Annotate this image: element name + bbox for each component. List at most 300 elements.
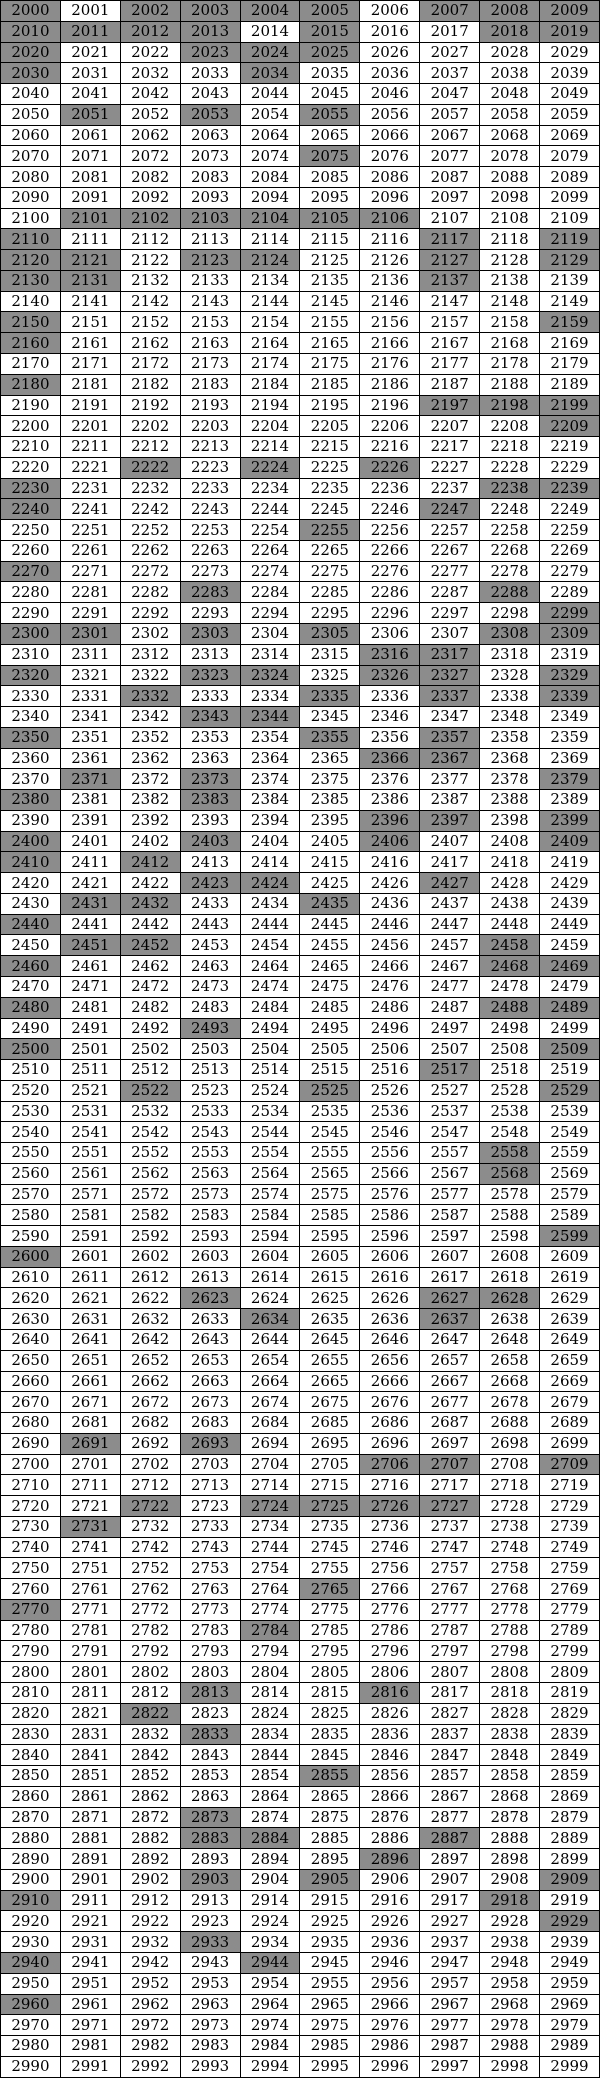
number-cell: 2656 xyxy=(360,1350,420,1371)
number-cell: 2508 xyxy=(480,1039,540,1060)
number-cell: 2291 xyxy=(60,603,120,624)
number-cell: 2549 xyxy=(540,1122,600,1143)
number-cell: 2543 xyxy=(180,1122,240,1143)
number-cell: 2712 xyxy=(120,1475,180,1496)
number-cell: 2587 xyxy=(420,1205,480,1226)
number-cell: 2269 xyxy=(540,540,600,561)
number-cell: 2669 xyxy=(540,1371,600,1392)
grid-row xyxy=(1,333,600,354)
number-cell: 2537 xyxy=(420,1101,480,1122)
grid-row xyxy=(1,1516,600,1537)
highlighted-number-cell: 2452 xyxy=(120,935,180,956)
highlighted-number-cell: 2558 xyxy=(480,1143,540,1164)
number-cell: 2203 xyxy=(180,416,240,437)
number-cell: 2817 xyxy=(420,1683,480,1704)
number-cell: 2620 xyxy=(1,1288,61,1309)
highlighted-number-cell: 2102 xyxy=(120,208,180,229)
highlighted-number-cell: 2634 xyxy=(240,1309,300,1330)
number-cell: 2807 xyxy=(420,1662,480,1683)
highlighted-number-cell: 2123 xyxy=(180,250,240,271)
grid-row xyxy=(1,1433,600,1454)
number-cell: 2679 xyxy=(540,1392,600,1413)
number-cell: 2573 xyxy=(180,1184,240,1205)
number-cell: 2678 xyxy=(480,1392,540,1413)
number-cell: 2593 xyxy=(180,1226,240,1247)
highlighted-number-cell: 2458 xyxy=(480,935,540,956)
number-cell: 2047 xyxy=(420,84,480,105)
number-cell: 2394 xyxy=(240,810,300,831)
highlighted-number-cell: 2628 xyxy=(480,1288,540,1309)
number-cell: 2499 xyxy=(540,1018,600,1039)
number-cell: 2980 xyxy=(1,2036,61,2057)
highlighted-number-cell: 2469 xyxy=(540,956,600,977)
number-cell: 2624 xyxy=(240,1288,300,1309)
number-cell: 2914 xyxy=(240,1890,300,1911)
number-cell: 2390 xyxy=(1,810,61,831)
number-cell: 2245 xyxy=(300,499,360,520)
number-cell: 2471 xyxy=(60,976,120,997)
highlighted-number-cell: 2103 xyxy=(180,208,240,229)
grid-row xyxy=(1,1496,600,1517)
number-cell: 2972 xyxy=(120,2015,180,2036)
grid-row xyxy=(1,42,600,63)
grid-row xyxy=(1,104,600,125)
number-cell: 2421 xyxy=(60,873,120,894)
number-cell: 2118 xyxy=(480,229,540,250)
number-cell: 2976 xyxy=(360,2015,420,2036)
number-cell: 2642 xyxy=(120,1330,180,1351)
number-cell: 2070 xyxy=(1,146,61,167)
grid-row xyxy=(1,1246,600,1267)
number-cell: 2659 xyxy=(540,1350,600,1371)
number-cell: 2505 xyxy=(300,1039,360,1060)
number-cell: 2902 xyxy=(120,1869,180,1890)
number-cell: 2841 xyxy=(60,1745,120,1766)
number-cell: 2153 xyxy=(180,312,240,333)
number-cell: 2356 xyxy=(360,727,420,748)
number-cell: 2220 xyxy=(1,457,61,478)
number-cell: 2141 xyxy=(60,291,120,312)
number-cell: 2721 xyxy=(60,1496,120,1517)
number-cell: 2615 xyxy=(300,1267,360,1288)
number-cell: 2674 xyxy=(240,1392,300,1413)
number-cell: 2453 xyxy=(180,935,240,956)
number-cell: 2878 xyxy=(480,1807,540,1828)
number-cell: 2143 xyxy=(180,291,240,312)
number-cell: 2318 xyxy=(480,644,540,665)
number-cell: 2851 xyxy=(60,1766,120,1787)
number-cell: 2472 xyxy=(120,976,180,997)
number-cell: 2085 xyxy=(300,167,360,188)
number-cell: 2177 xyxy=(420,354,480,375)
highlighted-number-cell: 2371 xyxy=(60,769,120,790)
highlighted-number-cell: 2944 xyxy=(240,1952,300,1973)
highlighted-number-cell: 2159 xyxy=(540,312,600,333)
number-cell: 2147 xyxy=(420,291,480,312)
highlighted-number-cell: 2770 xyxy=(1,1599,61,1620)
number-cell: 2212 xyxy=(120,437,180,458)
highlighted-number-cell: 2460 xyxy=(1,956,61,977)
number-cell: 2284 xyxy=(240,582,300,603)
number-cell: 2342 xyxy=(120,707,180,728)
highlighted-number-cell: 2053 xyxy=(180,104,240,125)
number-cell: 2636 xyxy=(360,1309,420,1330)
number-cell: 2651 xyxy=(60,1350,120,1371)
number-cell: 2228 xyxy=(480,457,540,478)
number-cell: 2926 xyxy=(360,1911,420,1932)
number-cell: 2829 xyxy=(540,1703,600,1724)
number-cell: 2736 xyxy=(360,1516,420,1537)
grid-row xyxy=(1,1350,600,1371)
number-cell: 2798 xyxy=(480,1641,540,1662)
highlighted-number-cell: 2960 xyxy=(1,1994,61,2015)
highlighted-number-cell: 2855 xyxy=(300,1766,360,1787)
number-cell: 2189 xyxy=(540,374,600,395)
grid-row xyxy=(1,603,600,624)
number-cell: 2921 xyxy=(60,1911,120,1932)
grid-row xyxy=(1,1060,600,1081)
number-cell: 2882 xyxy=(120,1828,180,1849)
number-cell: 2700 xyxy=(1,1454,61,1475)
number-cell: 2211 xyxy=(60,437,120,458)
highlighted-number-cell: 2343 xyxy=(180,707,240,728)
highlighted-number-cell: 2034 xyxy=(240,63,300,84)
number-cell: 2792 xyxy=(120,1641,180,1662)
number-cell: 2087 xyxy=(420,167,480,188)
number-cell: 2436 xyxy=(360,893,420,914)
highlighted-number-cell: 2124 xyxy=(240,250,300,271)
grid-row xyxy=(1,1226,600,1247)
number-grid-body xyxy=(1,1,600,2078)
number-cell: 2760 xyxy=(1,1579,61,1600)
number-cell: 2844 xyxy=(240,1745,300,1766)
grid-row xyxy=(1,1122,600,1143)
number-cell: 2981 xyxy=(60,2036,120,2057)
highlighted-number-cell: 2101 xyxy=(60,208,120,229)
number-cell: 2603 xyxy=(180,1246,240,1267)
grid-row xyxy=(1,852,600,873)
highlighted-number-cell: 2300 xyxy=(1,623,61,644)
number-cell: 2486 xyxy=(360,997,420,1018)
number-cell: 2089 xyxy=(540,167,600,188)
number-cell: 2780 xyxy=(1,1620,61,1641)
number-cell: 2602 xyxy=(120,1246,180,1267)
number-cell: 2698 xyxy=(480,1433,540,1454)
number-cell: 2378 xyxy=(480,769,540,790)
number-cell: 2730 xyxy=(1,1516,61,1537)
highlighted-number-cell: 2003 xyxy=(180,1,240,22)
number-cell: 2939 xyxy=(540,1932,600,1953)
number-cell: 2687 xyxy=(420,1413,480,1434)
number-cell: 2289 xyxy=(540,582,600,603)
highlighted-number-cell: 2929 xyxy=(540,1911,600,1932)
number-cell: 2179 xyxy=(540,354,600,375)
number-cell: 2870 xyxy=(1,1807,61,1828)
number-cell: 2546 xyxy=(360,1122,420,1143)
highlighted-number-cell: 2693 xyxy=(180,1433,240,1454)
number-cell: 2359 xyxy=(540,727,600,748)
grid-row xyxy=(1,125,600,146)
number-cell: 2608 xyxy=(480,1246,540,1267)
number-cell: 2697 xyxy=(420,1433,480,1454)
number-cell: 2310 xyxy=(1,644,61,665)
number-cell: 2033 xyxy=(180,63,240,84)
number-cell: 2828 xyxy=(480,1703,540,1724)
number-cell: 2438 xyxy=(480,893,540,914)
grid-row xyxy=(1,1330,600,1351)
grid-row xyxy=(1,1766,600,1787)
highlighted-number-cell: 2317 xyxy=(420,644,480,665)
number-cell: 2158 xyxy=(480,312,540,333)
highlighted-number-cell: 2255 xyxy=(300,520,360,541)
number-cell: 2264 xyxy=(240,540,300,561)
grid-row xyxy=(1,1475,600,1496)
number-cell: 2144 xyxy=(240,291,300,312)
number-cell: 2083 xyxy=(180,167,240,188)
number-cell: 2920 xyxy=(1,1911,61,1932)
highlighted-number-cell: 2480 xyxy=(1,997,61,1018)
number-cell: 2571 xyxy=(60,1184,120,1205)
number-cell: 2250 xyxy=(1,520,61,541)
highlighted-number-cell: 2637 xyxy=(420,1309,480,1330)
grid-row xyxy=(1,1641,600,1662)
number-cell: 2182 xyxy=(120,374,180,395)
number-cell: 2875 xyxy=(300,1807,360,1828)
number-cell: 2095 xyxy=(300,187,360,208)
number-cell: 2484 xyxy=(240,997,300,1018)
number-cell: 2965 xyxy=(300,1994,360,2015)
number-cell: 2612 xyxy=(120,1267,180,1288)
number-cell: 2866 xyxy=(360,1786,420,1807)
number-cell: 2420 xyxy=(1,873,61,894)
number-cell: 2176 xyxy=(360,354,420,375)
grid-row xyxy=(1,1807,600,1828)
number-cell: 2755 xyxy=(300,1558,360,1579)
grid-row xyxy=(1,1101,600,1122)
number-cell: 2890 xyxy=(1,1849,61,1870)
number-cell: 2516 xyxy=(360,1060,420,1081)
number-cell: 2401 xyxy=(60,831,120,852)
number-cell: 2824 xyxy=(240,1703,300,1724)
number-cell: 2306 xyxy=(360,623,420,644)
highlighted-number-cell: 2722 xyxy=(120,1496,180,1517)
number-cell: 2195 xyxy=(300,395,360,416)
number-cell: 2274 xyxy=(240,561,300,582)
number-cell: 2419 xyxy=(540,852,600,873)
number-cell: 2479 xyxy=(540,976,600,997)
number-cell: 2621 xyxy=(60,1288,120,1309)
number-cell: 2895 xyxy=(300,1849,360,1870)
number-cell: 2242 xyxy=(120,499,180,520)
highlighted-number-cell: 2427 xyxy=(420,873,480,894)
highlighted-number-cell: 2909 xyxy=(540,1869,600,1890)
grid-row xyxy=(1,1309,600,1330)
number-cell: 2649 xyxy=(540,1330,600,1351)
number-cell: 2753 xyxy=(180,1558,240,1579)
highlighted-number-cell: 2150 xyxy=(1,312,61,333)
number-cell: 2072 xyxy=(120,146,180,167)
highlighted-number-cell: 2887 xyxy=(420,1828,480,1849)
number-cell: 2796 xyxy=(360,1641,420,1662)
highlighted-number-cell: 2008 xyxy=(480,1,540,22)
number-cell: 2113 xyxy=(180,229,240,250)
number-cell: 2955 xyxy=(300,1973,360,1994)
number-cell: 2831 xyxy=(60,1724,120,1745)
highlighted-number-cell: 2726 xyxy=(360,1496,420,1517)
highlighted-number-cell: 2129 xyxy=(540,250,600,271)
number-cell: 2728 xyxy=(480,1496,540,1517)
highlighted-number-cell: 2238 xyxy=(480,478,540,499)
highlighted-number-cell: 2030 xyxy=(1,63,61,84)
number-cell: 2442 xyxy=(120,914,180,935)
number-cell: 2132 xyxy=(120,270,180,291)
number-cell: 2459 xyxy=(540,935,600,956)
grid-row xyxy=(1,1703,600,1724)
number-cell: 2978 xyxy=(480,2015,540,2036)
grid-row xyxy=(1,1039,600,1060)
number-cell: 2139 xyxy=(540,270,600,291)
number-cell: 2583 xyxy=(180,1205,240,1226)
highlighted-number-cell: 2725 xyxy=(300,1496,360,1517)
highlighted-number-cell: 2403 xyxy=(180,831,240,852)
number-cell: 2314 xyxy=(240,644,300,665)
number-cell: 2858 xyxy=(480,1766,540,1787)
number-cell: 2163 xyxy=(180,333,240,354)
number-cell: 2609 xyxy=(540,1246,600,1267)
number-cell: 2554 xyxy=(240,1143,300,1164)
number-cell: 2626 xyxy=(360,1288,420,1309)
number-cell: 2433 xyxy=(180,893,240,914)
number-cell: 2241 xyxy=(60,499,120,520)
grid-row xyxy=(1,1080,600,1101)
number-cell: 2763 xyxy=(180,1579,240,1600)
number-cell: 2868 xyxy=(480,1786,540,1807)
highlighted-number-cell: 2367 xyxy=(420,748,480,769)
number-cell: 2173 xyxy=(180,354,240,375)
highlighted-number-cell: 2409 xyxy=(540,831,600,852)
number-cell: 2315 xyxy=(300,644,360,665)
grid-row xyxy=(1,540,600,561)
grid-row xyxy=(1,2056,600,2077)
number-cell: 2672 xyxy=(120,1392,180,1413)
number-cell: 2648 xyxy=(480,1330,540,1351)
number-cell: 2769 xyxy=(540,1579,600,1600)
number-cell: 2815 xyxy=(300,1683,360,1704)
number-cell: 2506 xyxy=(360,1039,420,1060)
number-cell: 2172 xyxy=(120,354,180,375)
number-cell: 2714 xyxy=(240,1475,300,1496)
highlighted-number-cell: 2019 xyxy=(540,21,600,42)
number-cell: 2788 xyxy=(480,1620,540,1641)
highlighted-number-cell: 2918 xyxy=(480,1890,540,1911)
number-cell: 2080 xyxy=(1,167,61,188)
number-cell: 2564 xyxy=(240,1163,300,1184)
number-cell: 2513 xyxy=(180,1060,240,1081)
number-cell: 2079 xyxy=(540,146,600,167)
highlighted-number-cell: 2283 xyxy=(180,582,240,603)
number-cell: 2252 xyxy=(120,520,180,541)
number-cell: 2639 xyxy=(540,1309,600,1330)
number-cell: 2140 xyxy=(1,291,61,312)
number-cell: 2234 xyxy=(240,478,300,499)
number-cell: 2899 xyxy=(540,1849,600,1870)
grid-row xyxy=(1,478,600,499)
highlighted-number-cell: 2119 xyxy=(540,229,600,250)
number-cell: 2859 xyxy=(540,1766,600,1787)
number-cell: 2745 xyxy=(300,1537,360,1558)
number-cell: 2217 xyxy=(420,437,480,458)
grid-row xyxy=(1,1454,600,1475)
number-cell: 2041 xyxy=(60,84,120,105)
number-cell: 2518 xyxy=(480,1060,540,1081)
highlighted-number-cell: 2412 xyxy=(120,852,180,873)
number-cell: 2040 xyxy=(1,84,61,105)
number-cell: 2385 xyxy=(300,790,360,811)
number-cell: 2133 xyxy=(180,270,240,291)
number-cell: 2567 xyxy=(420,1163,480,1184)
number-cell: 2956 xyxy=(360,1973,420,1994)
number-cell: 2947 xyxy=(420,1952,480,1973)
highlighted-number-cell: 2623 xyxy=(180,1288,240,1309)
number-cell: 2450 xyxy=(1,935,61,956)
number-cell: 2869 xyxy=(540,1786,600,1807)
number-cell: 2759 xyxy=(540,1558,600,1579)
number-cell: 2982 xyxy=(120,2036,180,2057)
number-cell: 2652 xyxy=(120,1350,180,1371)
highlighted-number-cell: 2020 xyxy=(1,42,61,63)
number-cell: 2987 xyxy=(420,2036,480,2057)
grid-row xyxy=(1,1,600,22)
grid-row xyxy=(1,1371,600,1392)
number-cell: 2703 xyxy=(180,1454,240,1475)
number-cell: 2528 xyxy=(480,1080,540,1101)
number-cell: 2957 xyxy=(420,1973,480,1994)
highlighted-number-cell: 2247 xyxy=(420,499,480,520)
number-cell: 2059 xyxy=(540,104,600,125)
number-cell: 2680 xyxy=(1,1413,61,1434)
number-cell: 2404 xyxy=(240,831,300,852)
number-cell: 2713 xyxy=(180,1475,240,1496)
number-cell: 2677 xyxy=(420,1392,480,1413)
number-cell: 2271 xyxy=(60,561,120,582)
number-cell: 2330 xyxy=(1,686,61,707)
number-cell: 2632 xyxy=(120,1309,180,1330)
number-cell: 2372 xyxy=(120,769,180,790)
number-cell: 2275 xyxy=(300,561,360,582)
number-cell: 2109 xyxy=(540,208,600,229)
number-cell: 2331 xyxy=(60,686,120,707)
number-cell: 2879 xyxy=(540,1807,600,1828)
number-cell: 2142 xyxy=(120,291,180,312)
grid-row xyxy=(1,2036,600,2057)
number-cell: 2116 xyxy=(360,229,420,250)
number-cell: 2081 xyxy=(60,167,120,188)
grid-row xyxy=(1,1745,600,1766)
number-cell: 2705 xyxy=(300,1454,360,1475)
number-cell: 2149 xyxy=(540,291,600,312)
number-cell: 2111 xyxy=(60,229,120,250)
number-cell: 2279 xyxy=(540,561,600,582)
number-cell: 2643 xyxy=(180,1330,240,1351)
number-cell: 2806 xyxy=(360,1662,420,1683)
grid-row xyxy=(1,520,600,541)
number-cell: 2845 xyxy=(300,1745,360,1766)
number-cell: 2752 xyxy=(120,1558,180,1579)
number-cell: 2237 xyxy=(420,478,480,499)
number-cell: 2122 xyxy=(120,250,180,271)
number-cell: 2074 xyxy=(240,146,300,167)
number-cell: 2548 xyxy=(480,1122,540,1143)
